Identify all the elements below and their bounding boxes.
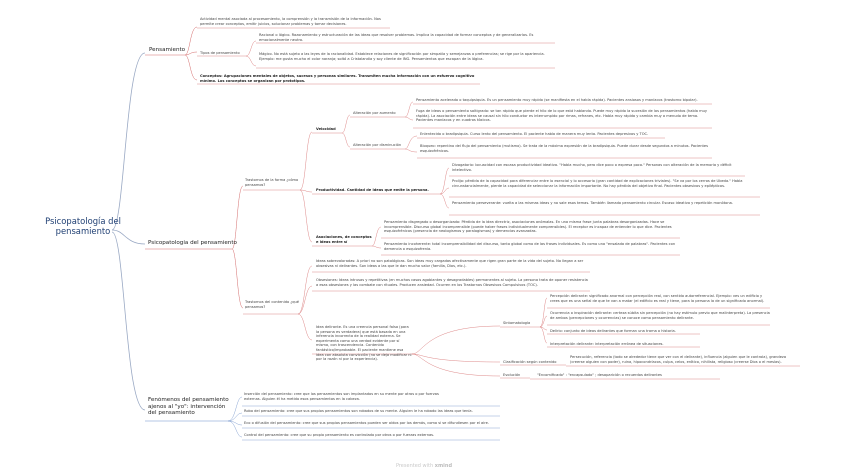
- node-contenido-label[interactable]: Trastornos del contenido ¿qué pensamos?: [245, 300, 300, 309]
- topic-fenomenos[interactable]: Fenómenos del pensamiento ajenos al "yo": intervención del pensamiento: [148, 397, 229, 417]
- node-disminucion-label[interactable]: Alteración por disminución: [353, 143, 402, 147]
- node-conceptos[interactable]: Conceptos: Agrupaciones mentales de objetos, sucesos y personas similares. Transmiten mucha información con un esfuerzo cognitivo mínimo. Los conceptos se organizan por prototipos.: [200, 74, 475, 83]
- node-productividad[interactable]: Productividad. Cantidad de ideas que emite la persona.: [316, 188, 429, 192]
- footer-prefix: Presented with: [395, 463, 434, 469]
- node-asoc-1[interactable]: Pensamiento disgregado o desorganizado: Pérdida de la idea directriz, asociaciones anómalas. En una misma frase junta palabras desorganizadas. Hace se incomprensible. Discurso global incomprensible (puede haber frases individualmente comprensibles). El receptor es incapaz de entender lo que dice. Pacientes esquizofrénicos (presencia de neologismos y paralogismos) y demencias avanzadas.: [384, 220, 672, 234]
- node-evolucion[interactable]: Evolución: [503, 373, 521, 377]
- node-sintomatologia[interactable]: Sintomatología: [503, 321, 531, 325]
- node-delirante[interactable]: Idea delirante. Es una creencia personal falsa (para la persona es verdadera) que está basada en una inferencia incorrecta de la realidad externa. Se experimenta como una verdad evidente por sí misma, con trascendencia. Contenido fantástico/improbable. El paciente mantiene esa idea con absoluta convicción (no se deja modificar ni por la razón ni por la experiencia).: [316, 325, 412, 362]
- node-clasificacion[interactable]: Clasificación según contenido: [503, 360, 557, 364]
- node-asociaciones[interactable]: Asociaciones, de conceptos e ideas entre sí: [316, 235, 372, 244]
- node-fen-1[interactable]: Inserción del pensamiento: cree que los pensamientos son implantados en su mente por otros o por fuerzas externas. Alguien él ha metido esos pensamientos en la cabeza.: [244, 392, 439, 401]
- node-sint-4[interactable]: Interpretación delirante: interpretación errónea de situaciones.: [550, 342, 664, 346]
- node-prod-1[interactable]: Divagatorio: locuacidad con escasa productividad ideativa. "Habla mucho, pero dice poco o expresa poco." Personas con alteración de la memoria y déficit intelectivo.: [452, 163, 732, 172]
- node-aumento-label[interactable]: Alteración por aumento: [353, 111, 396, 115]
- node-obsesiones[interactable]: Obsesiones: Ideas intrusas y repetitivas (en muchos casos agobiantes y desagradables) permanentes al sujeto. La persona trata de oponer resistencia a esas obsesiones y las combate con rituales. Producen ansiedad. Ocurren en los Trastornos Obsesivos Compulsivos (TOC).: [316, 278, 588, 287]
- node-sint-3[interactable]: Delirio: conjunto de ideas delirantes que forman una trama o historia.: [550, 329, 676, 333]
- node-sint-1[interactable]: Percepción delirante: significado anormal con percepción real, con sentido autorreferencial. Ejemplo: ves un edificio y crees que es una señal de que te van a matar (el edificio es real y tiene, para la persona la de un significado anormal).: [550, 294, 765, 303]
- node-prod-2[interactable]: Prolijo: pérdida de la capacidad para diferenciar entre lo esencial y lo accesorio (gran cantidad de explicaciones triviales). "Se va por los cerros de Úbeda." Habla circunstancialmente, pierde la capacidad de seleccionar la información importante. No hay pérdida del objetivo final. Pacientes obsesivos y epilépticos.: [452, 179, 743, 188]
- node-fen-4[interactable]: Control del pensamiento: cree que su propio pensamiento es controlado por otros o por fuerzas externas.: [244, 433, 435, 437]
- node-disminucion-2[interactable]: Bloqueo: repentino del flujo del pensamiento (mutismo). Se trata de la máxima expresión de la bradipsiquia. Puede durar desde segundos a minutos. Pacientes esquizofrénicos.: [420, 144, 708, 153]
- node-aumento-2[interactable]: Fuga de ideas o pensamiento saltigrado: se tan rápido que pierde el hilo de lo que está hablando. Puede muy rápido la sucesión de los pensamientos (habla muy rápida). La asociación entre ideas se causal sin hilo conductor es interrumpido por rimas, refranes, etc. Habla muy rápida y cambia muy a menudo de tema. Pacientes maníacos y en cuadros tóxicos.: [416, 109, 707, 123]
- node-prod-3[interactable]: Pensamiento perseverante: vuelta a las mismas ideas y no sale esos temas. También llamado pensamiento circular. Escaso ideativo y repetición monótona.: [452, 201, 733, 205]
- node-fen-2[interactable]: Robo del pensamiento: cree que sus propios pensamientos son robados de su mente. Alguien le ha robado las ideas que tenía.: [244, 409, 473, 413]
- topic-psicopatologia[interactable]: Psicopatología del pensamiento: [148, 240, 237, 246]
- node-racional[interactable]: Racional o lógico. Razonamiento y estructuración de las ideas que resolver problemas. Implica la capacidad de formar conceptos y de generalizarlos. Es emocionalmente neutro.: [259, 33, 534, 42]
- node-sobrevaloradas[interactable]: Ideas sobrevaloradas: A priori no son patológicas. Son ideas muy cargadas afectivamente que rigen gran parte de la vida del sujeto. No llegan a ser obsesivas ni delirantes. Son ideas a las que le dan mucho valor (familia, Dios, etc.).: [316, 259, 584, 268]
- node-aumento-1[interactable]: Pensamiento acelerado o taquipsiquia. Es un pensamiento muy rápido (se manifiesta en el habla rápida). Pacientes ansiosos y maníacos (trastorno bipolar).: [416, 98, 698, 102]
- node-fen-3[interactable]: Eco o difusión del pensamiento: cree que sus propios pensamientos pueden ser oídos por los demás, como si se difundiesen por el aire.: [244, 421, 490, 425]
- node-clasif-1[interactable]: Persecución, referencia (todo se alrededor tiene que ver con el delirante), influencia (alguien que le controla), grandeza (creerse alguien con poder), ruina, hipocondríacos, culpa, celos, erótico, nihilista, religioso (creerse Dios o el mesías).: [570, 355, 787, 364]
- root-topic[interactable]: Psicopatología del pensamiento: [45, 216, 121, 236]
- node-tipos-label[interactable]: Tipos de pensamiento: [200, 51, 240, 55]
- node-evolucion-1[interactable]: "Encomificado" : "encapsulado" ; desaparición o recuerdos delirantes: [537, 373, 662, 377]
- node-pensamiento-def[interactable]: Actividad mental asociada al procesamiento, la comprensión y la transmisión de la información. Nos permite crear conceptos, emitir juicios, solucionar problemas y tomar decisiones.: [200, 17, 381, 26]
- node-velocidad[interactable]: Velocidad: [316, 127, 336, 131]
- node-disminucion-1[interactable]: Enlentecido o bradipsiquia. Curso lento del pensamiento. El paciente habla de manera muy lenta. Pacientes depresivos y TOC.: [420, 132, 649, 136]
- node-asoc-2[interactable]: Pensamiento incoherente: total incomprensibilidad del discurso, tanto global como de las frases individuales. Es como una "ensalada de palabras". Pacientes con demencia o esquizofrenia.: [384, 242, 676, 251]
- footer-brand: xmind: [434, 463, 453, 469]
- presented-with-footer: [0, 463, 848, 469]
- node-sint-2[interactable]: Ocurrencia o inspiración delirante: certeza súbita sin percepción (no hay estímulo previo que malinterpreta). La presencia de ambos (percepciones y ocurrencias) se conoce como pensamiento delirante.: [550, 311, 770, 320]
- node-magico[interactable]: Mágico. No está sujeto a las leyes de la racionalidad. Establece relaciones de significación por simpatía y semejanzas o preferencias; se rige por la apariencia. Ejemplo: me gusta mucho el color naranja; soltó a Cristalandia y soy cliente de ING. Pensamientos que escapan de la lógica.: [259, 52, 545, 61]
- topic-pensamiento[interactable]: Pensamiento: [149, 47, 186, 53]
- node-forma-label[interactable]: Trastornos de la forma ¿cómo pensamos?: [245, 178, 299, 187]
